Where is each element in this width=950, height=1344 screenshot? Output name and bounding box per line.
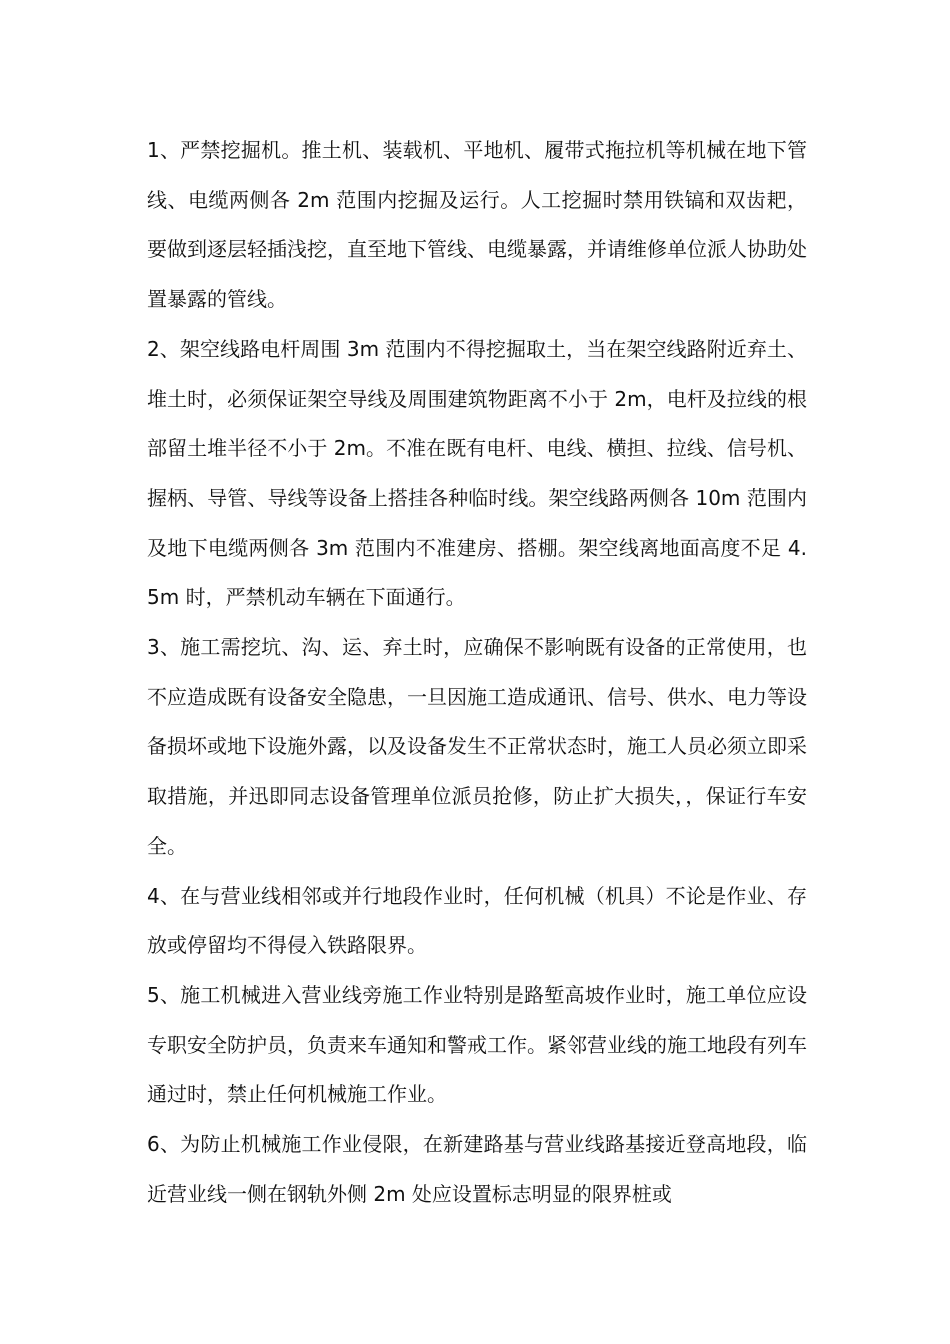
paragraph-3: 3、施工需挖坑、沟、运、弃土时，应确保不影响既有设备的正常使用，也不应造成既有设备安全隐患，一旦因施工造成通讯、信号、供水、电力等设备损坏或地下设施外露，以及设备发生不正常状态时，施工人员必须立即采取措施，并迅即同志设备管理单位派员抢修，防止扩大损失，，保证行车安全。 — [147, 635, 807, 858]
paragraph-2: 2、架空线路电杆周围 3m 范围内不得挖掘取土，当在架空线路附近弃土、堆土时，必须保证架空导线及周围建筑物距离不小于 2m，电杆及拉线的根部留土堆半径不小于 2m。不准在既有电杆、电线、横担、拉线、信号机、握柄、导管、导线等设备上搭挂各种临时线。架空线路两侧各 10m 范围内及地下电缆两侧各 3m 范围内不准建房、搭棚。架空线离地面高度不足 4.5m 时，严禁机动车辆在下面通行。 — [147, 336, 807, 610]
paragraph-6: 6、为防止机械施工作业侵限，在新建路基与营业线路基接近登高地段，临近营业线一侧在钢轨外侧 2m 处应设置标志明显的限界桩或 — [147, 1132, 807, 1206]
paragraph-5: 5、施工机械进入营业线旁施工作业特别是路堑高坡作业时，施工单位应设专职安全防护员，负责来车通知和警戒工作。紧邻营业线的施工地段有列车通过时，禁止任何机械施工作业。 — [147, 982, 807, 1107]
document-body — [147, 126, 807, 1219]
paragraph-1: 1、严禁挖掘机。推土机、装载机、平地机、履带式拖拉机等机械在地下管线、电缆两侧各 2m 范围内挖掘及运行。人工挖掘时禁用铁镐和双齿耙，要做到逐层轻插浅挖，直至地下管线、电缆暴露，并请维修单位派人协助处置暴露的管线。 — [147, 138, 807, 312]
paragraph-4: 4、在与营业线相邻或并行地段作业时，任何机械（机具）不论是作业、存放或停留均不得侵入铁路限界。 — [147, 883, 807, 958]
